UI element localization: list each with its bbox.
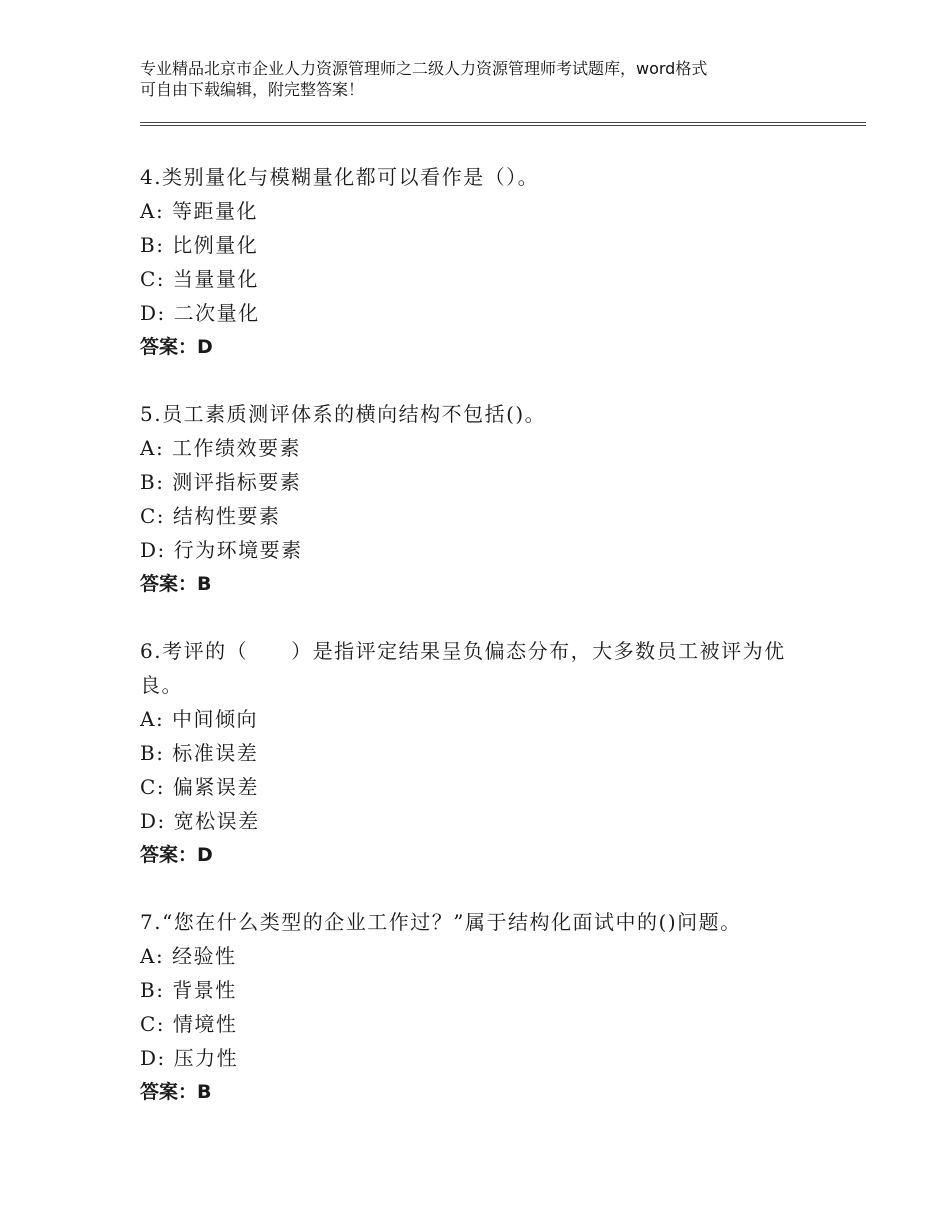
answer-option: C: 情境性: [140, 1012, 238, 1036]
question-block: [140, 634, 820, 872]
answer-option: D: 宽松误差: [140, 809, 260, 833]
question-stem: 4.类别量化与模糊量化都可以看作是（）。: [140, 165, 540, 189]
header-divider-top: [140, 122, 866, 123]
answer-option: C: 当量量化: [140, 267, 259, 291]
question-stem: 7.“您在什么类型的企业工作过？”属于结构化面试中的()问题。: [140, 910, 742, 934]
question-block: [140, 905, 820, 1109]
correct-answer: 答案：D: [140, 844, 213, 866]
question-stem: 良。: [140, 673, 183, 697]
answer-option: B: 标准误差: [140, 741, 259, 765]
answer-option: D: 二次量化: [140, 301, 260, 325]
answer-option: A: 工作绩效要素: [140, 436, 302, 460]
answer-option: A: 中间倾向: [140, 707, 259, 731]
answer-option: A: 等距量化: [140, 199, 259, 223]
question-block: [140, 397, 820, 601]
answer-option: C: 结构性要素: [140, 504, 281, 528]
answer-option: D: 压力性: [140, 1046, 239, 1070]
answer-option: B: 背景性: [140, 978, 237, 1002]
question-block: [140, 160, 820, 364]
question-list: [140, 160, 820, 1142]
question-stem: 5.员工素质测评体系的横向结构不包括()。: [140, 402, 547, 426]
header-divider-bottom: [140, 125, 866, 126]
header-line-1: 专业精品北京市企业人力资源管理师之二级人力资源管理师考试题库，word格式: [140, 59, 708, 78]
answer-option: B: 比例量化: [140, 233, 259, 257]
correct-answer: 答案：B: [140, 573, 212, 595]
question-stem: 6.考评的（ ）是指评定结果呈负偏态分布，大多数员工被评为优: [140, 639, 786, 663]
header-line-2: 可自由下载编辑，附完整答案！: [140, 80, 365, 99]
answer-option: B: 测评指标要素: [140, 470, 302, 494]
correct-answer: 答案：B: [140, 1081, 212, 1103]
answer-option: A: 经验性: [140, 944, 237, 968]
answer-option: C: 偏紧误差: [140, 775, 259, 799]
document-header: [140, 58, 820, 100]
answer-option: D: 行为环境要素: [140, 538, 303, 562]
correct-answer: 答案：D: [140, 336, 213, 358]
